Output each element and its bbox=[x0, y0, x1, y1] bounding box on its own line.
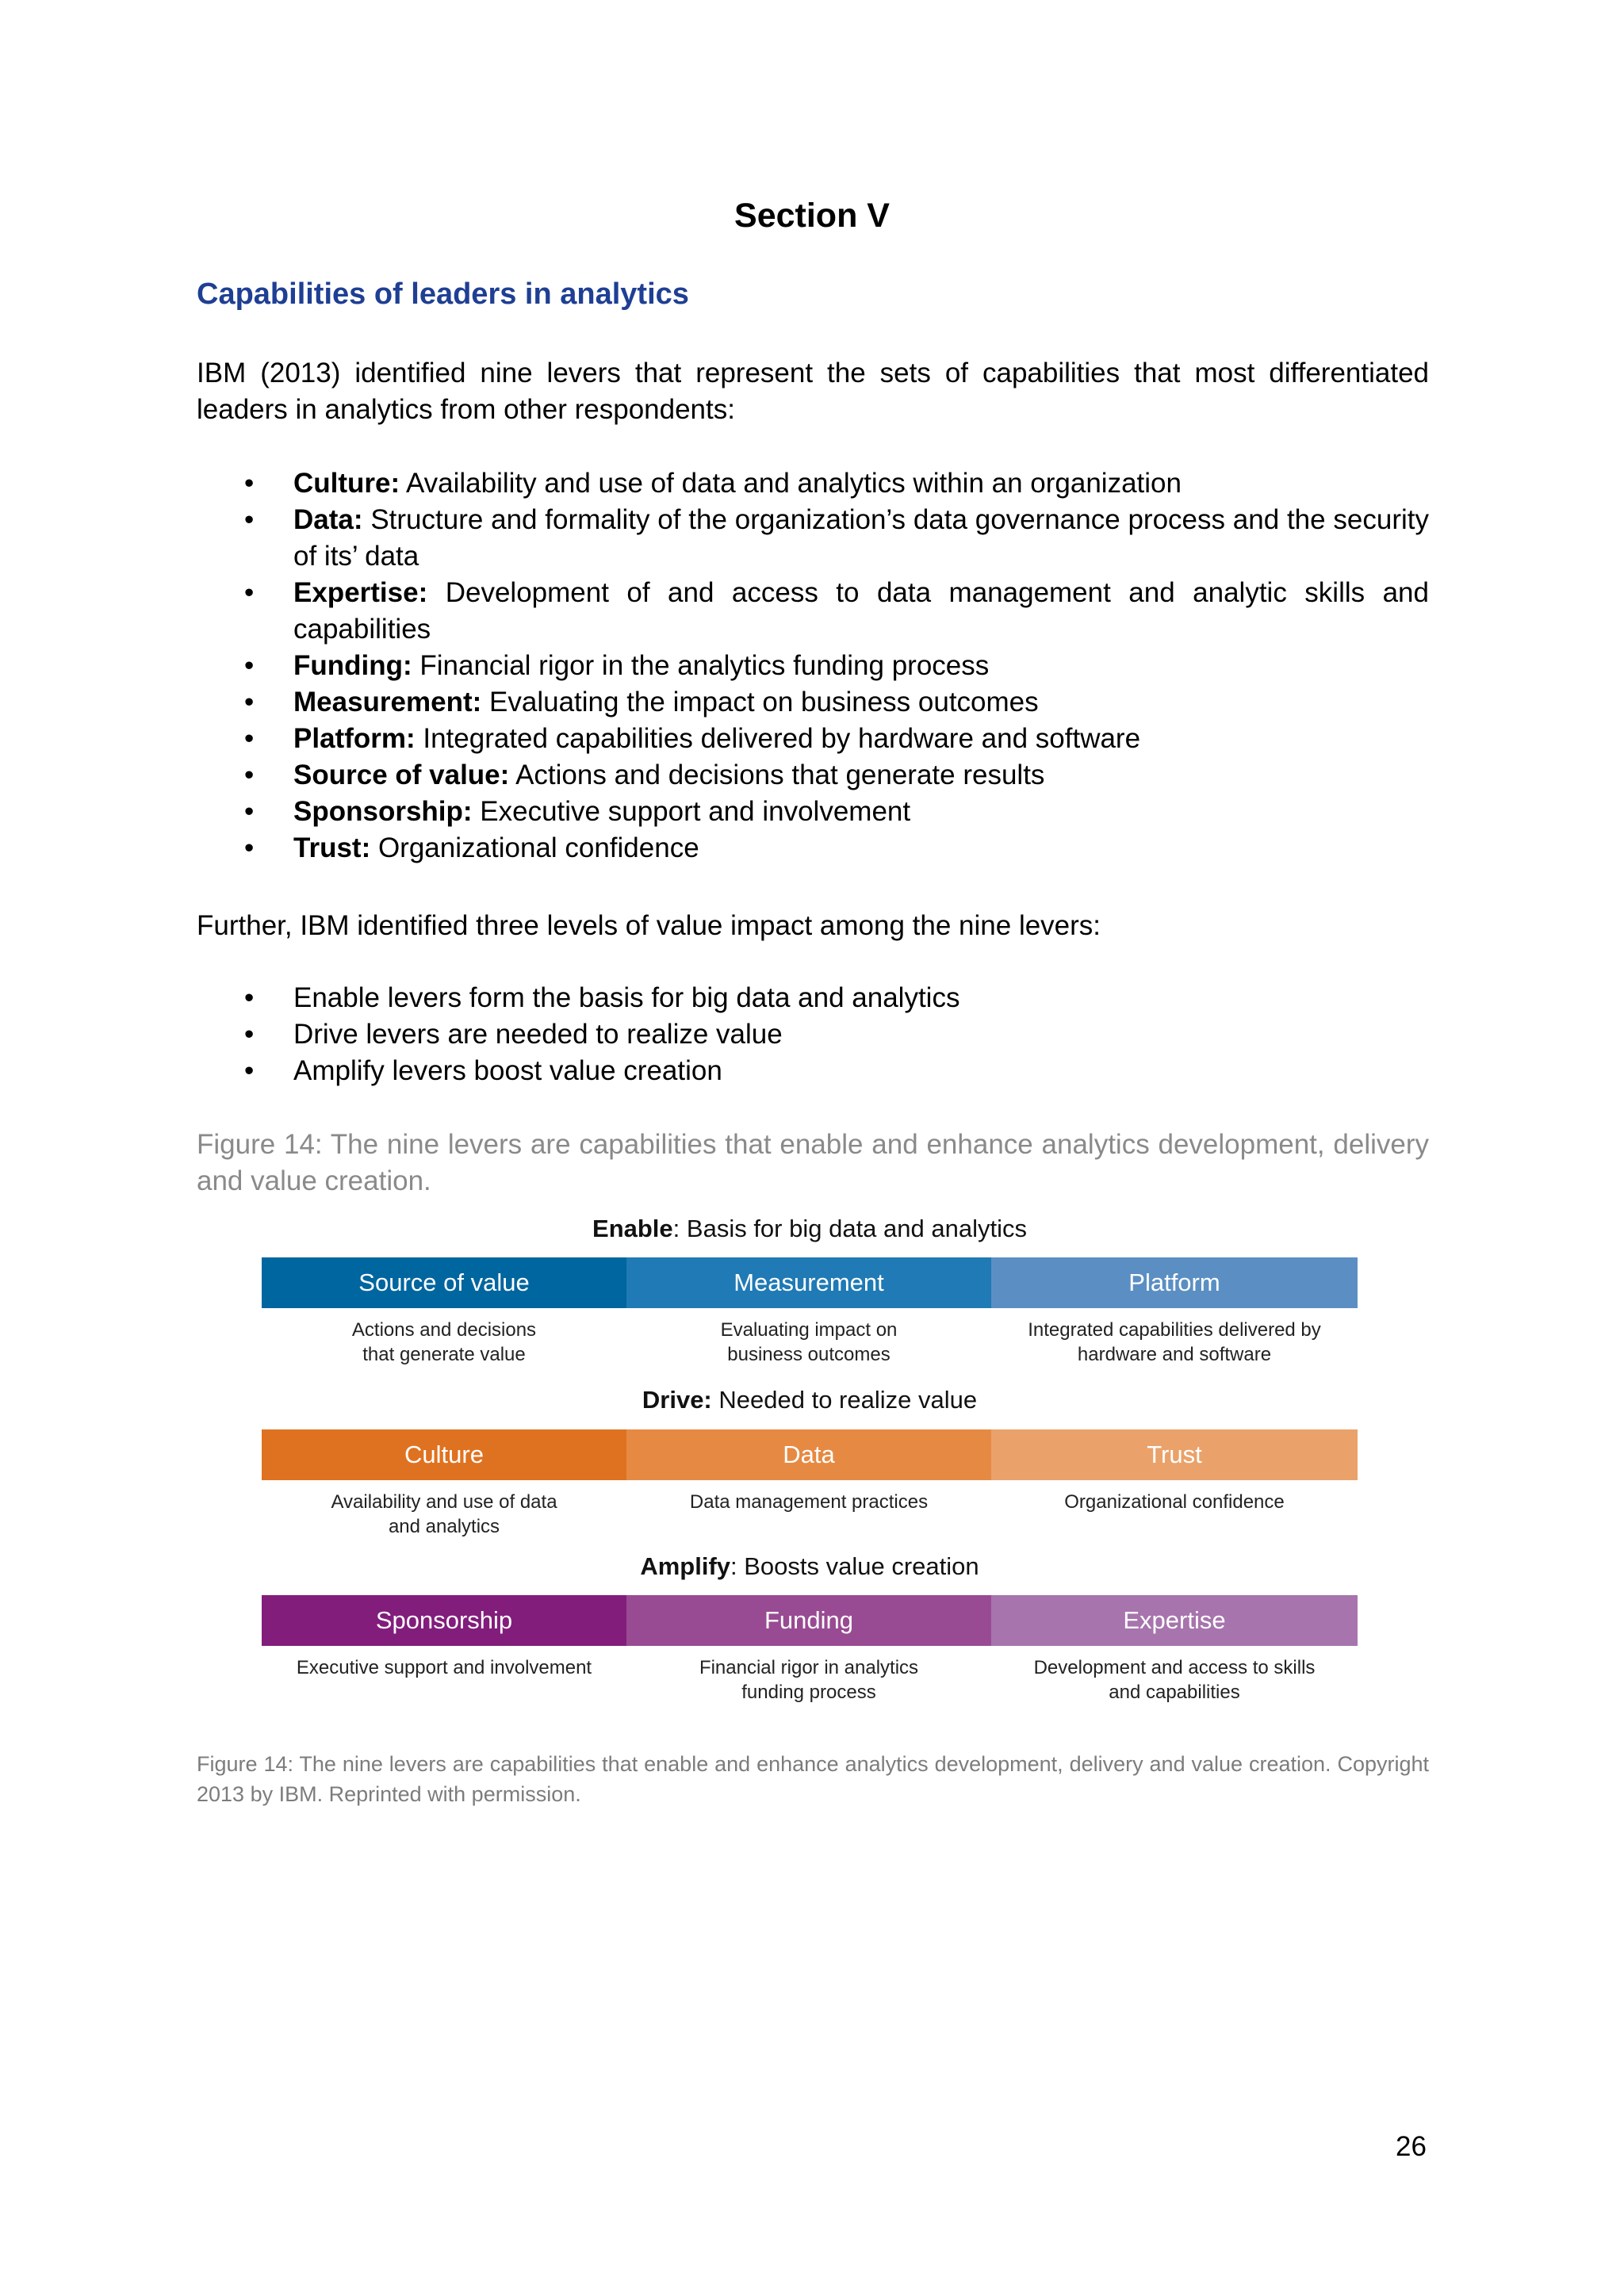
bullet: • bbox=[244, 1055, 255, 1086]
bullet: • bbox=[244, 796, 255, 827]
list-item bbox=[197, 1053, 1429, 1089]
list-item bbox=[197, 465, 1429, 502]
tier-heading-drive bbox=[262, 1386, 1358, 1414]
bullet: • bbox=[244, 577, 255, 608]
desc-line: that generate value bbox=[362, 1344, 526, 1365]
lever-description bbox=[626, 1490, 991, 1539]
desc-line: Integrated capabilities delivered by bbox=[1028, 1319, 1321, 1341]
list-item bbox=[197, 684, 1429, 721]
bullet: • bbox=[244, 982, 255, 1013]
lever-description bbox=[262, 1318, 626, 1367]
tier-heading-rest: : Boosts value creation bbox=[730, 1552, 979, 1580]
lever-term: Funding: bbox=[293, 650, 412, 681]
lever-term: Trust: bbox=[293, 832, 371, 863]
lever-cell: Platform bbox=[991, 1257, 1358, 1308]
tier-heading-rest: Needed to realize value bbox=[711, 1386, 978, 1414]
tier-heading-enable bbox=[262, 1215, 1358, 1243]
subheading: Capabilities of leaders in analytics bbox=[197, 277, 689, 311]
list-item bbox=[197, 757, 1429, 794]
list-item bbox=[197, 575, 1429, 648]
lever-text: Development of and access to data management and analytic skills and capabilities bbox=[293, 577, 1429, 645]
desc-line: and analytics bbox=[388, 1516, 500, 1537]
tier-band-amplify bbox=[262, 1595, 1358, 1646]
lever-description bbox=[991, 1490, 1358, 1539]
desc-line: Development and access to skills bbox=[1033, 1657, 1316, 1678]
lever-term: Platform: bbox=[293, 723, 416, 754]
lever-description bbox=[626, 1318, 991, 1367]
lever-description bbox=[262, 1490, 626, 1539]
bullet: • bbox=[244, 687, 255, 718]
lever-cell: Culture bbox=[262, 1429, 626, 1480]
bullet: • bbox=[244, 832, 255, 863]
tier-heading-rest: : Basis for big data and analytics bbox=[672, 1215, 1027, 1242]
tier-band-drive bbox=[262, 1429, 1358, 1480]
bullet: • bbox=[244, 504, 255, 535]
lever-text: Organizational confidence bbox=[370, 832, 699, 863]
level-text: Drive levers are needed to realize value bbox=[293, 1019, 783, 1050]
bullet: • bbox=[244, 760, 255, 790]
bullet: • bbox=[244, 1019, 255, 1050]
desc-line: Actions and decisions bbox=[351, 1319, 537, 1341]
lever-description bbox=[991, 1318, 1358, 1367]
desc-line: Availability and use of data bbox=[331, 1491, 557, 1513]
desc-line: funding process bbox=[741, 1682, 876, 1703]
list-item bbox=[197, 648, 1429, 684]
list-item bbox=[197, 721, 1429, 757]
tier-band-enable bbox=[262, 1257, 1358, 1308]
value-levels-list bbox=[197, 980, 1429, 1089]
figure-caption: Figure 14: The nine levers are capabilities that enable and enhance analytics development, delivery and value creation. bbox=[197, 1129, 1429, 1196]
further-paragraph: Further, IBM identified three levels of value impact among the nine levers: bbox=[197, 910, 1101, 941]
desc-line: Data management practices bbox=[689, 1491, 929, 1513]
desc-line: Evaluating impact on bbox=[720, 1319, 898, 1341]
lever-cell: Sponsorship bbox=[262, 1595, 626, 1646]
desc-line: and capabilities bbox=[1109, 1682, 1240, 1703]
lever-cell: Funding bbox=[626, 1595, 991, 1646]
desc-line: business outcomes bbox=[727, 1344, 891, 1365]
lever-text: Integrated capabilities delivered by hardware and software bbox=[415, 723, 1141, 754]
lever-cell: Trust bbox=[991, 1429, 1358, 1480]
tier-heading-bold: Enable bbox=[592, 1215, 673, 1242]
level-text: Amplify levers boost value creation bbox=[293, 1055, 722, 1086]
list-item bbox=[197, 502, 1429, 575]
tier-descriptions-enable bbox=[262, 1318, 1358, 1367]
tier-heading-bold: Amplify bbox=[640, 1552, 731, 1580]
lever-term: Culture: bbox=[293, 468, 400, 499]
lever-cell: Data bbox=[626, 1429, 991, 1480]
tier-heading-amplify bbox=[262, 1552, 1358, 1581]
desc-line: hardware and software bbox=[1077, 1344, 1272, 1365]
list-item bbox=[197, 794, 1429, 830]
level-text: Enable levers form the basis for big data and analytics bbox=[293, 982, 960, 1013]
levers-list bbox=[197, 465, 1429, 867]
desc-line: Organizational confidence bbox=[1064, 1491, 1285, 1513]
list-item bbox=[197, 1016, 1429, 1053]
lever-cell: Expertise bbox=[991, 1595, 1358, 1646]
figure-caption-copyright: Figure 14: The nine levers are capabilities that enable and enhance analytics development, delivery and value creation. Copyright 2013 by IBM. Reprinted with permission. bbox=[197, 1752, 1429, 1806]
bullet: • bbox=[244, 650, 255, 681]
desc-line: Financial rigor in analytics bbox=[699, 1657, 919, 1678]
lever-description bbox=[626, 1655, 991, 1705]
bullet: • bbox=[244, 723, 255, 754]
lever-cell: Source of value bbox=[262, 1257, 626, 1308]
list-item bbox=[197, 830, 1429, 867]
nine-levers-figure bbox=[262, 1207, 1358, 1714]
lever-term: Measurement: bbox=[293, 687, 482, 718]
lever-text: Financial rigor in the analytics funding process bbox=[412, 650, 990, 681]
tier-descriptions-drive bbox=[262, 1490, 1358, 1539]
intro-paragraph: IBM (2013) identified nine levers that represent the sets of capabilities that most differentiated leaders in analytics from other respondents: bbox=[197, 358, 1429, 425]
lever-text: Availability and use of data and analytics within an organization bbox=[400, 468, 1182, 499]
bullet: • bbox=[244, 468, 255, 499]
lever-text: Evaluating the impact on business outcomes bbox=[481, 687, 1039, 718]
lever-term: Source of value: bbox=[293, 760, 510, 790]
desc-line: Executive support and involvement bbox=[296, 1657, 592, 1678]
lever-description bbox=[262, 1655, 626, 1705]
page-number: 26 bbox=[1396, 2131, 1427, 2162]
tier-descriptions-amplify bbox=[262, 1655, 1358, 1705]
lever-text: Executive support and involvement bbox=[472, 796, 911, 827]
lever-cell: Measurement bbox=[626, 1257, 991, 1308]
lever-term: Expertise: bbox=[293, 577, 428, 608]
lever-text: Structure and formality of the organization’s data governance process and the security of its’ data bbox=[293, 504, 1429, 572]
lever-term: Data: bbox=[293, 504, 363, 535]
lever-text: Actions and decisions that generate results bbox=[509, 760, 1045, 790]
lever-description bbox=[991, 1655, 1358, 1705]
list-item bbox=[197, 980, 1429, 1016]
tier-heading-bold: Drive: bbox=[642, 1386, 712, 1414]
section-title: Section V bbox=[734, 197, 890, 235]
lever-term: Sponsorship: bbox=[293, 796, 473, 827]
